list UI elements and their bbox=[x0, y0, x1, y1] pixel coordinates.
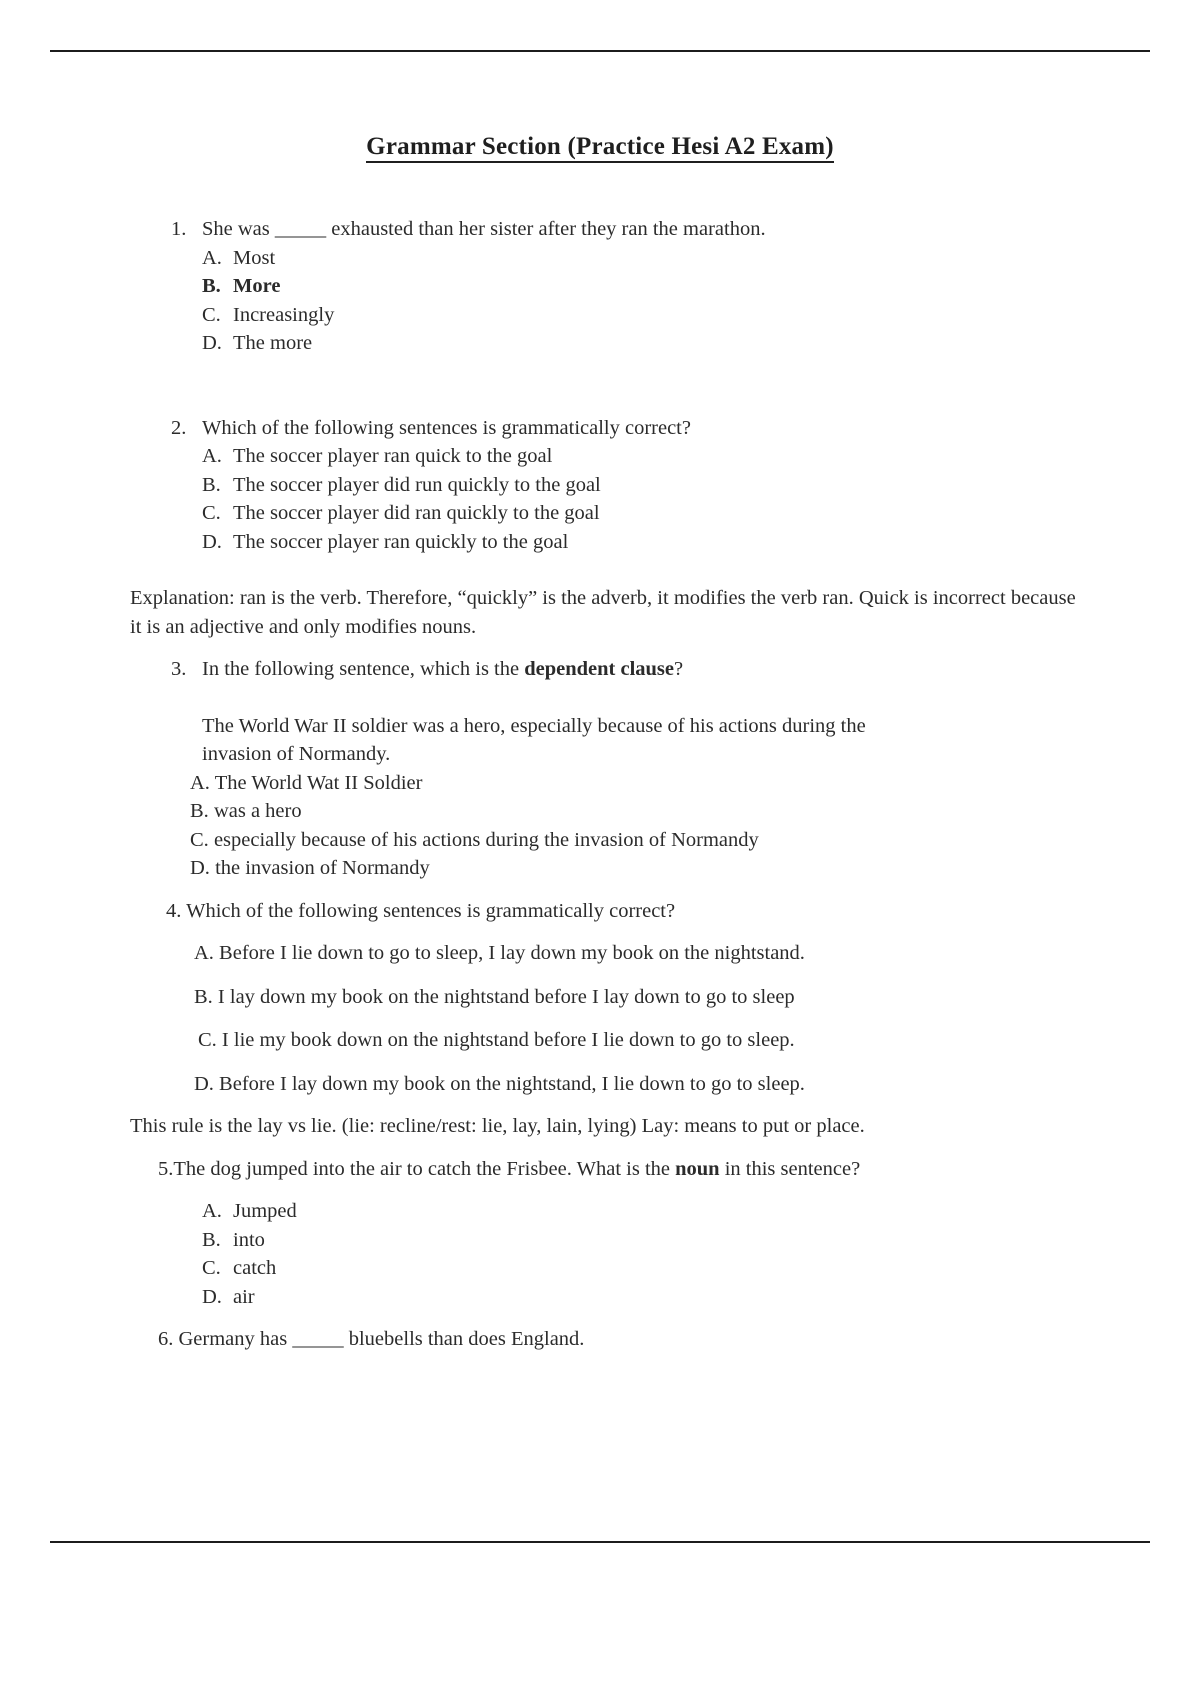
question-2-prompt bbox=[171, 414, 1080, 443]
question-1-option-a[interactable] bbox=[202, 244, 1080, 273]
option-text: into bbox=[233, 1228, 265, 1251]
question-3-text bbox=[202, 655, 1080, 684]
spacer bbox=[138, 556, 1080, 584]
question-4-option-b[interactable]: B. I lay down my book on the nightstand before I lay down to go to sleep bbox=[194, 985, 795, 1008]
question-2-option-b[interactable] bbox=[202, 471, 1080, 500]
question-5-emphasis: noun bbox=[675, 1157, 720, 1180]
option-text: C. bbox=[190, 828, 209, 851]
question-1-text: She was _____ exhausted than her sister after they ran the marathon. bbox=[202, 218, 766, 240]
question-4-text: 4. Which of the following sentences is grammatically correct? bbox=[166, 899, 676, 922]
question-5-text-prefix: 5.The dog jumped into the air to catch the Frisbee. What is the bbox=[158, 1157, 676, 1180]
question-3-option-b[interactable] bbox=[190, 797, 1080, 826]
question-2-text: Which of the following sentences is grammatically correct? bbox=[202, 416, 691, 439]
spacer bbox=[138, 1183, 1080, 1197]
option-text: especially because of his actions during the invasion of Normandy bbox=[213, 828, 759, 851]
question-1 bbox=[138, 215, 1080, 358]
question-1-option-c[interactable] bbox=[202, 301, 1080, 330]
rule-note-question-4: This rule is the lay vs lie. (lie: recline/rest: lie, lay, lain, lying) Lay: means to put or place. bbox=[130, 1115, 865, 1137]
question-3-stem: The World War II soldier was a hero, especially because of his actions during the invasion of Normandy. bbox=[202, 714, 866, 765]
question-4-option-a[interactable]: A. Before I lie down to go to sleep, I lay down my book on the nightstand. bbox=[194, 942, 805, 964]
question-3-option-d[interactable] bbox=[190, 854, 1080, 883]
page-title-text: Grammar Section (Practice Hesi A2 Exam) bbox=[366, 133, 834, 163]
option-text: Most bbox=[233, 246, 276, 269]
question-2-option-d[interactable] bbox=[202, 528, 1080, 557]
option-text: The soccer player did ran quickly to the goal bbox=[233, 502, 600, 524]
question-6 bbox=[138, 1325, 1080, 1354]
question-2-number: 2. bbox=[171, 416, 187, 439]
question-4-option-c[interactable]: C. I lie my book down on the nightstand before I lie down to go to sleep. bbox=[198, 1029, 795, 1051]
question-5-option-c[interactable] bbox=[202, 1254, 1080, 1283]
option-letter: A. bbox=[202, 1200, 222, 1222]
question-4 bbox=[138, 897, 1080, 1099]
option-letter: B. bbox=[202, 473, 221, 496]
option-text: catch bbox=[233, 1257, 277, 1279]
header-rule bbox=[50, 50, 1150, 52]
question-2-option-a[interactable] bbox=[202, 442, 1080, 471]
option-text: More bbox=[233, 275, 281, 297]
question-3-text-prefix: In the following sentence, which is the bbox=[202, 658, 525, 680]
option-letter: D. bbox=[202, 332, 222, 354]
spacer bbox=[138, 925, 1080, 939]
spacer bbox=[138, 1311, 1080, 1325]
option-text: The soccer player ran quick to the goal bbox=[233, 445, 553, 467]
option-text: D. bbox=[190, 857, 210, 879]
question-5-option-b[interactable] bbox=[202, 1226, 1080, 1255]
option-text: air bbox=[233, 1285, 255, 1308]
option-text: The soccer player ran quickly to the goal bbox=[233, 530, 569, 553]
spacer bbox=[138, 641, 1080, 655]
question-3 bbox=[138, 655, 1080, 883]
spacer bbox=[138, 684, 1080, 712]
page-title bbox=[0, 133, 1200, 161]
question-3-option-c[interactable] bbox=[190, 826, 1080, 855]
option-text: B. bbox=[190, 800, 209, 822]
question-3-emphasis: dependent clause bbox=[524, 658, 675, 680]
option-text: A. bbox=[190, 771, 210, 794]
option-letter: A. bbox=[202, 445, 222, 467]
document-body bbox=[130, 215, 1080, 1354]
option-letter: C. bbox=[202, 303, 221, 326]
question-5-text bbox=[158, 1155, 1080, 1184]
spacer bbox=[138, 1098, 1080, 1112]
option-letter: C. bbox=[202, 1257, 221, 1279]
option-text: the invasion of Normandy bbox=[215, 857, 430, 879]
option-letter: C. bbox=[202, 502, 221, 524]
question-5 bbox=[138, 1155, 1080, 1312]
question-1-prompt bbox=[171, 215, 1080, 244]
question-5-option-a[interactable] bbox=[202, 1197, 1080, 1226]
question-5-text-suffix: in this sentence? bbox=[719, 1157, 861, 1180]
option-text: The World Wat II Soldier bbox=[214, 771, 423, 794]
option-text: Jumped bbox=[233, 1200, 297, 1222]
option-letter: B. bbox=[202, 275, 221, 297]
question-3-prompt bbox=[171, 655, 1080, 684]
question-3-number: 3. bbox=[171, 658, 187, 680]
question-2-option-c[interactable] bbox=[202, 499, 1080, 528]
spacer bbox=[138, 1141, 1080, 1155]
question-1-option-d[interactable] bbox=[202, 329, 1080, 358]
spacer bbox=[138, 358, 1080, 414]
question-1-option-b[interactable] bbox=[202, 272, 1080, 301]
option-text: was a hero bbox=[213, 800, 302, 822]
option-text: Increasingly bbox=[233, 303, 335, 326]
question-6-text: 6. Germany has _____ bluebells than does England. bbox=[158, 1328, 585, 1350]
option-letter: D. bbox=[202, 530, 222, 553]
spacer bbox=[138, 883, 1080, 897]
option-letter: A. bbox=[202, 246, 222, 269]
option-letter: B. bbox=[202, 1228, 221, 1251]
option-letter: D. bbox=[202, 1285, 222, 1308]
question-1-number: 1. bbox=[171, 218, 187, 240]
explanation-question-2: Explanation: ran is the verb. Therefore, “quickly” is the adverb, it modifies the verb ran. Quick is incorrect because it is an adjective and only modifies nouns. bbox=[130, 587, 1076, 638]
question-2 bbox=[138, 414, 1080, 557]
question-4-option-d[interactable]: D. Before I lay down my book on the nightstand, I lie down to go to sleep. bbox=[194, 1072, 805, 1095]
question-3-option-a[interactable] bbox=[190, 769, 1080, 798]
option-text: The soccer player did run quickly to the goal bbox=[233, 473, 601, 496]
option-text: The more bbox=[233, 332, 313, 354]
footer-rule bbox=[50, 1541, 1150, 1543]
question-5-option-d[interactable] bbox=[202, 1283, 1080, 1312]
question-3-text-suffix: ? bbox=[674, 658, 684, 680]
